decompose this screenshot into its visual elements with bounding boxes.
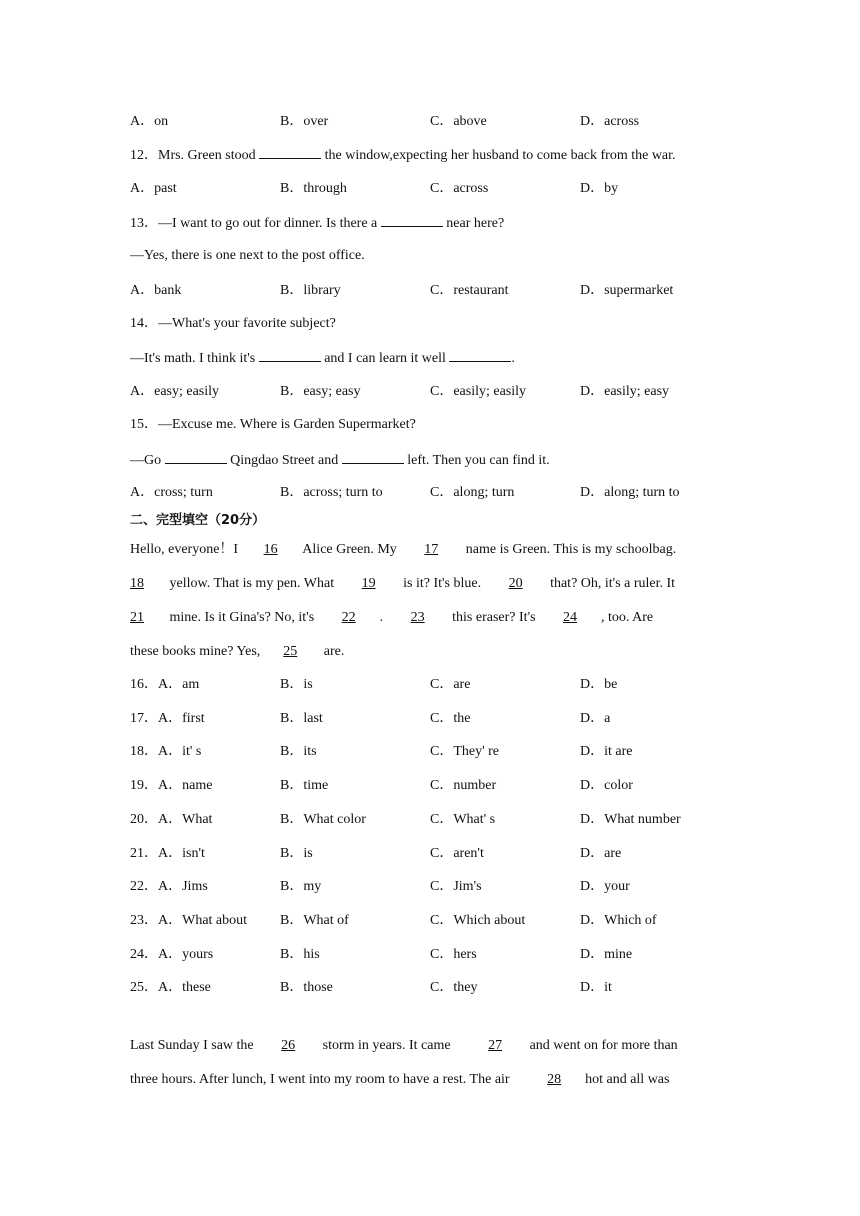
passage-text: hot and all was [585,1072,670,1087]
option-a [130,710,205,728]
option-text: C．hers [430,946,477,962]
option-b [280,777,328,795]
option-text: D．mine [580,946,633,962]
option-c [430,777,496,795]
option-c [430,878,482,896]
answer-blank [259,146,321,159]
option-c: C．easily; easily [430,384,527,399]
q15-reply-part: Qingdao Street and [226,453,342,468]
option-text: A．name [158,778,213,794]
option-a [130,743,201,761]
option-text: A．What [158,811,213,827]
passage-text: this eraser? It's [448,610,540,625]
q15-stem: 15．—Excuse me. Where is Garden Supermarket? [130,417,416,432]
passage-text: , too. Are [601,610,654,625]
question-number: 18． [130,744,158,760]
q12-stem-before: 12．Mrs. Green stood [130,148,260,163]
question-number: 23． [130,912,158,928]
option-text: B．What color [280,811,366,827]
blank-number: 28 [547,1072,562,1087]
blank-number: 21 [130,610,144,625]
option-text: D．your [580,879,630,895]
option-b: B．easy; easy [280,384,361,399]
passage-text: name is Green. This is my schoolbag. [462,542,677,557]
option-b [280,979,333,997]
q13-stem [130,214,504,233]
option-a [130,946,213,964]
q13-stem-after: near here? [442,216,505,231]
q12-stem-after: the window,expecting her husband to come back from the war. [321,148,676,163]
option-c: C．across [430,181,489,196]
option-d: D．along; turn to [580,485,680,500]
option-c: C．restaurant [430,283,509,298]
option-d [580,743,632,761]
question-number: 22． [130,879,158,895]
option-b: B．through [280,181,347,196]
option-text: A．yours [158,946,214,962]
option-c [430,710,470,728]
option-text: D．a [580,710,611,726]
option-c [430,979,477,997]
answer-blank [381,214,443,227]
question-number: 19． [130,778,158,794]
option-text: C．the [430,710,471,726]
blank-number: 18 [130,576,144,591]
question-number: 21． [130,845,158,861]
passage-text: mine. Is it Gina's? No, it's [166,610,318,625]
option-d [580,946,632,964]
passage-line [130,609,653,627]
q14-reply-part: —It's math. I think it's [130,351,259,366]
option-c: C．along; turn [430,485,515,500]
passage-text: these books mine? Yes, [130,644,261,659]
passage-text: are. [320,644,345,659]
option-c [430,845,484,863]
option-text: D．What number [580,811,681,827]
answer-blank [259,349,321,362]
option-text: B．time [280,778,329,794]
option-text: A．What about [158,912,248,928]
passage-text: yellow. That is my pen. What [166,576,338,591]
question-number: 25． [130,980,158,996]
q12-stem [130,146,676,165]
passage-text: three hours. After lunch, I went into my room to have a rest. The air [130,1072,514,1087]
question-number: 16． [130,677,158,692]
passage-text: that? Oh, it's a ruler. It [546,576,676,591]
option-a [130,878,208,896]
passage-text: and went on for more than [526,1038,678,1053]
option-b [280,912,349,930]
option-b [280,811,366,829]
blank-number: 27 [488,1038,503,1053]
option-text: B．What of [280,912,349,928]
option-text: C．What' s [430,811,496,827]
passage-line [130,575,675,593]
option-a [130,676,199,694]
question-number: 17． [130,710,158,726]
blank-number: 17 [424,542,439,557]
option-a: A．on [130,114,169,129]
option-text: D．it [580,980,612,996]
option-b [280,743,317,761]
option-d [580,710,610,728]
option-text: B．his [280,946,320,962]
option-b [280,845,313,863]
option-text: C．are [430,677,471,692]
option-d: D．supermarket [580,283,674,298]
option-d [580,777,633,795]
option-text: D．be [580,677,618,692]
option-text: D．Which of [580,912,657,928]
option-a [130,811,212,829]
passage-text: . [379,610,387,625]
option-text: A．Jims [158,879,208,895]
q14-reply-part: . [511,351,515,366]
option-c [430,811,495,829]
blank-number: 19 [361,576,376,591]
option-d: D．easily; easy [580,384,670,399]
option-c [430,676,470,694]
q14-reply [130,349,515,368]
question-number: 20． [130,811,158,827]
option-text: C．number [430,778,497,794]
option-text: B．last [280,710,323,726]
option-text: A．first [158,710,205,726]
option-a [130,777,212,795]
option-a: A．easy; easily [130,384,220,399]
option-a [130,845,205,863]
blank-number: 22 [341,610,356,625]
option-a [130,979,211,997]
blank-number: 16 [263,542,278,557]
option-text: A．am [158,677,200,692]
option-text: B．is [280,677,313,692]
q15-reply-part: —Go [130,453,165,468]
question-number: 24． [130,946,158,962]
option-d [580,676,617,694]
q14-stem: 14．—What's your favorite subject? [130,316,336,331]
option-text: D．it are [580,744,633,760]
option-d [580,912,657,930]
option-a: A．past [130,181,177,196]
option-text: C．They' re [430,744,500,760]
option-c [430,946,477,964]
passage-text: is it? It's blue. [399,576,485,591]
answer-blank [449,349,511,362]
option-b [280,710,323,728]
option-b [280,676,313,694]
blank-number: 20 [508,576,523,591]
section-heading: 二、完型填空（20分） [130,513,266,528]
option-text: B．is [280,845,313,861]
passage-line [130,541,676,559]
option-text: C．Which about [430,912,526,928]
answer-blank [342,451,404,464]
option-d [580,811,681,829]
option-d [580,845,621,863]
option-c: C．above [430,114,487,129]
passage-text: Last Sunday I saw the [130,1038,258,1053]
option-b: B．library [280,283,341,298]
blank-number: 26 [281,1038,296,1053]
option-text: C．Jim's [430,879,482,895]
q15-reply-part: left. Then you can find it. [403,453,550,468]
blank-number: 23 [410,610,425,625]
option-c [430,743,499,761]
blank-number: 24 [563,610,578,625]
option-b [280,946,320,964]
option-text: A．isn't [158,845,205,861]
option-a: A．bank [130,283,182,298]
q13-reply: —Yes, there is one next to the post office. [130,248,365,263]
passage-line [130,643,344,661]
q14-reply-part: and I can learn it well [320,351,450,366]
option-d: D．by [580,181,619,196]
option-d [580,878,630,896]
option-text: A．it' s [158,744,202,760]
option-c [430,912,525,930]
option-text: A．these [158,980,211,996]
option-d [580,979,612,997]
option-text: C．aren't [430,845,484,861]
passage-line [130,1037,678,1055]
option-b [280,878,321,896]
q15-reply [130,451,550,470]
q13-stem-before: 13．—I want to go out for dinner. Is there a [130,216,381,231]
option-text: D．color [580,778,633,794]
option-b: B．across; turn to [280,485,383,500]
passage-line [130,1071,669,1089]
option-text: B．those [280,980,333,996]
option-d: D．across [580,114,640,129]
option-a: A．cross; turn [130,485,213,500]
option-text: C．they [430,980,478,996]
answer-blank [165,451,227,464]
passage-text: Hello, everyone！I [130,542,242,557]
option-text: B．its [280,744,317,760]
passage-text: Alice Green. My [299,542,401,557]
option-b: B．over [280,114,329,129]
option-text: B．my [280,879,322,895]
blank-number: 25 [283,644,298,659]
option-a [130,912,247,930]
passage-text: storm in years. It came [319,1038,455,1053]
option-text: D．are [580,845,622,861]
